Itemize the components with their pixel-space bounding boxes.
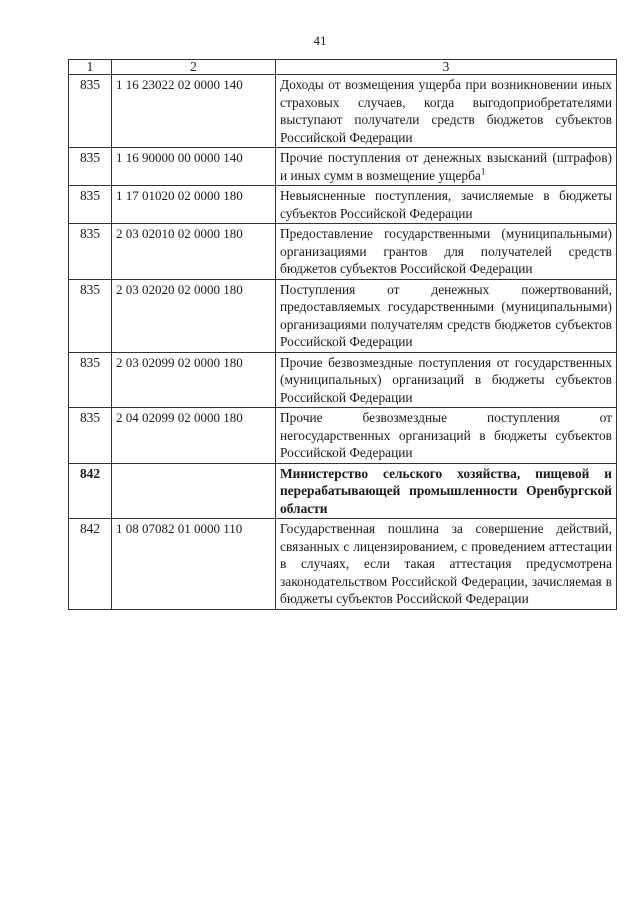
table-row <box>69 186 617 224</box>
admin-code-cell: 835 <box>69 186 112 224</box>
admin-code-cell: 835 <box>69 224 112 280</box>
description-cell: Поступления от денежных пожертвований, предоставляемых государственными (муниципальными) организациями получателям средств бюджетов субъектов Российской Федерации <box>276 279 617 352</box>
revenue-codes-table <box>68 59 617 610</box>
admin-code-cell: 835 <box>69 279 112 352</box>
header-col-3: 3 <box>276 60 617 75</box>
description-cell: Прочие безвозмездные поступления от государственных (муниципальных) организаций в бюджеты субъектов Российской Федерации <box>276 352 617 408</box>
header-col-2: 2 <box>112 60 276 75</box>
budget-code-cell: 2 04 02099 02 0000 180 <box>112 408 276 464</box>
admin-code-cell: 835 <box>69 408 112 464</box>
budget-code-cell: 2 03 02010 02 0000 180 <box>112 224 276 280</box>
budget-code-cell: 2 03 02020 02 0000 180 <box>112 279 276 352</box>
admin-code-cell: 842 <box>69 519 112 610</box>
header-col-1: 1 <box>69 60 112 75</box>
table-row <box>69 148 617 186</box>
description-cell: Государственная пошлина за совершение действий, связанных с лицензированием, с проведением аттестации в случаях, если такая аттестация предусмотрена законодательством Российской Федерации, зачисляемая в бюджеты субъектов Российской Федерации <box>276 519 617 610</box>
admin-code-cell: 842 <box>69 463 112 519</box>
description-cell: Невыясненные поступления, зачисляемые в бюджеты субъектов Российской Федерации <box>276 186 617 224</box>
table-row <box>69 352 617 408</box>
table-row <box>69 408 617 464</box>
admin-code-cell: 835 <box>69 148 112 186</box>
budget-code-cell: 1 16 23022 02 0000 140 <box>112 75 276 148</box>
table-row <box>69 75 617 148</box>
admin-code-cell: 835 <box>69 352 112 408</box>
admin-code-cell: 835 <box>69 75 112 148</box>
budget-code-cell: 1 16 90000 00 0000 140 <box>112 148 276 186</box>
page-number: 41 <box>313 33 327 48</box>
budget-code-cell: 1 08 07082 01 0000 110 <box>112 519 276 610</box>
administrator-heading-row <box>69 463 617 519</box>
table-row <box>69 224 617 280</box>
table-row <box>69 279 617 352</box>
description-cell <box>276 148 617 186</box>
description-cell: Доходы от возмещения ущерба при возникновении иных страховых случаев, когда выгодоприобретателями выступают получатели средств бюджетов субъектов Российской Федерации <box>276 75 617 148</box>
description-cell: Прочие безвозмездные поступления от негосударственных организаций в бюджеты субъектов Российской Федерации <box>276 408 617 464</box>
description-cell: Предоставление государственными (муниципальными) организациями грантов для получателей средств бюджетов субъектов Российской Федерации <box>276 224 617 280</box>
budget-code-cell: 1 17 01020 02 0000 180 <box>112 186 276 224</box>
budget-code-cell <box>112 463 276 519</box>
description-text: Прочие поступления от денежных взысканий (штрафов) и иных сумм в возмещение ущерба <box>280 150 612 183</box>
table-header-row <box>69 60 617 75</box>
budget-code-cell: 2 03 02099 02 0000 180 <box>112 352 276 408</box>
footnote-marker: 1 <box>480 166 486 177</box>
administrator-name-cell: Министерство сельского хозяйства, пищевой и перерабатывающей промышленности Оренбургской области <box>276 463 617 519</box>
table-row <box>69 519 617 610</box>
